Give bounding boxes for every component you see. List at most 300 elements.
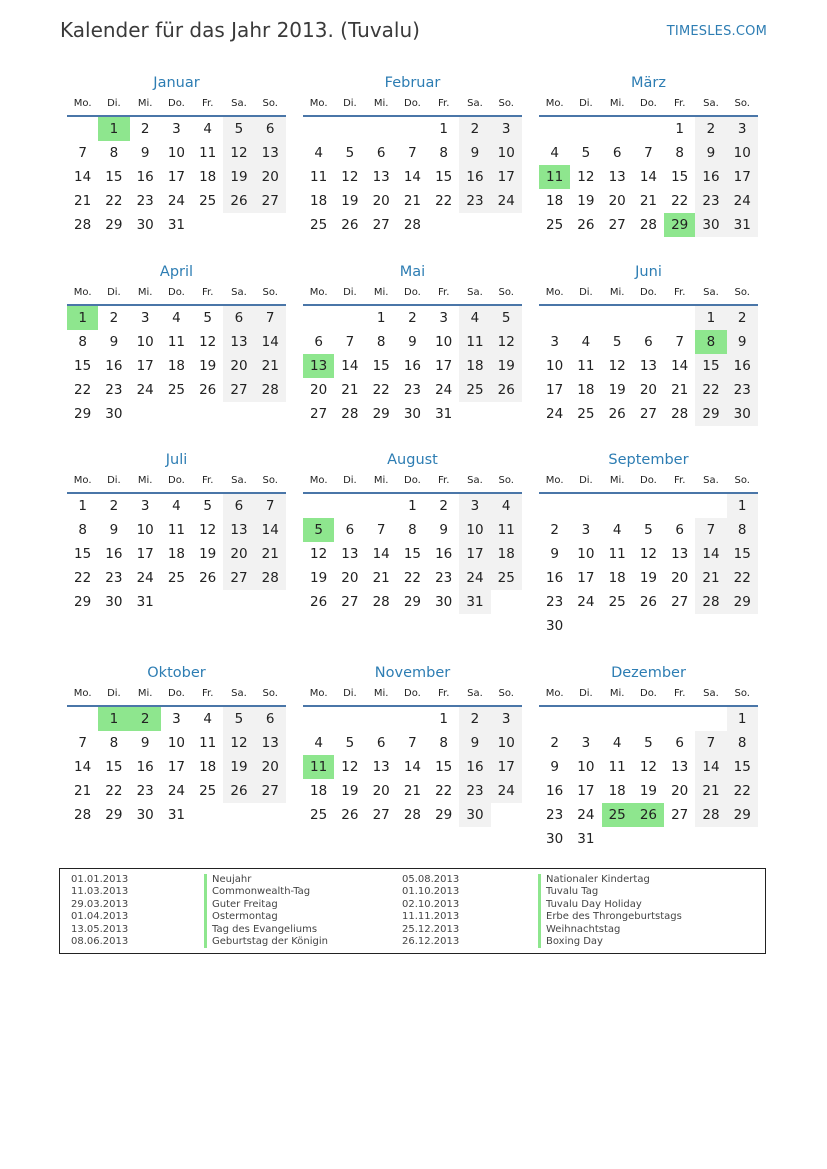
day-cell: 21 [639,193,658,209]
empty-cell [334,494,365,518]
month-name: Mai [399,264,426,280]
day-cell: 13 [255,141,286,165]
day-cell: 8 [376,334,386,350]
day-cell: 23 [136,193,154,209]
month-name: Juni [635,264,662,280]
day-cell: 16 [459,165,490,189]
day-cell: 2 [459,707,490,731]
weekday-label: Sa. [703,98,719,109]
day-cell: 11 [577,358,595,374]
empty-cell [255,402,286,426]
empty-cell [223,803,254,827]
day-cell: 11 [491,518,522,542]
day-cell: 11 [608,546,626,562]
day-cell: 3 [550,334,559,350]
day-cell: 15 [74,546,92,562]
day-cell: 5 [491,306,522,330]
weekday-label: Do. [404,287,421,298]
day-cell: 27 [372,217,390,233]
weekday-label: Fr. [201,287,214,298]
day-cell: 19 [223,755,254,779]
weekday-label: So. [262,287,278,298]
day-cell: 16 [695,165,726,189]
empty-cell [570,117,601,141]
day-cell: 17 [491,165,522,189]
empty-cell [366,494,397,518]
day-cell: 15 [105,759,123,775]
weekday-label: Mo. [73,688,92,699]
day-cell: 9 [459,141,490,165]
day-cell: 29 [74,406,92,422]
day-cell: 30 [546,618,564,634]
empty-cell [459,402,490,426]
month-name: Juli [165,452,188,468]
legend-holiday-name: Tag des Evangeliums [204,924,328,936]
day-cell: 19 [491,354,522,378]
day-cell: 12 [223,141,254,165]
day-cell: 1 [78,498,87,514]
day-cell: 27 [372,807,390,823]
day-cell: 17 [546,382,564,398]
empty-cell [255,213,286,237]
month-5 [303,261,522,426]
empty-cell [664,707,695,731]
holiday-day-cell: 8 [695,330,726,354]
day-cell: 3 [439,310,448,326]
empty-cell [570,494,601,518]
weekday-label: Di. [343,688,357,699]
day-cell: 5 [203,498,212,514]
day-cell: 26 [577,217,595,233]
weekday-label: Mo. [309,98,328,109]
empty-cell [570,306,601,330]
day-cell: 15 [695,354,726,378]
day-cell: 25 [199,783,217,799]
day-cell: 7 [695,731,726,755]
weekday-label: So. [734,98,750,109]
day-cell: 1 [439,121,448,137]
day-cell: 28 [341,406,359,422]
day-cell: 31 [577,831,595,847]
day-cell: 22 [74,570,92,586]
weekday-label: Sa. [231,475,247,486]
day-cell: 27 [608,217,626,233]
day-cell: 5 [223,117,254,141]
day-grid [539,306,758,426]
month-name: Dezember [611,665,686,681]
day-cell: 23 [546,594,564,610]
day-cell: 7 [408,735,417,751]
day-cell: 14 [403,169,422,185]
day-cell: 25 [608,594,626,610]
weekday-label: Mi. [137,98,153,109]
page-title: Kalender für das Jahr 2013. (Tuvalu) [60,18,420,42]
weekday-label: Di. [343,287,357,298]
day-cell: 10 [546,358,564,374]
legend-dates-col-2 [402,874,459,948]
empty-cell [223,213,254,237]
day-cell: 16 [435,546,453,562]
day-cell: 18 [199,169,217,185]
weekday-label: Di. [579,287,593,298]
day-cell: 2 [550,522,559,538]
weekday-label: Sa. [467,475,483,486]
day-cell: 24 [136,382,154,398]
weekday-label: Mo. [545,688,564,699]
day-cell: 20 [639,382,658,398]
day-cell: 18 [199,759,217,775]
weekday-label: Sa. [703,475,719,486]
day-cell: 11 [459,330,490,354]
day-cell: 23 [546,807,564,823]
day-cell: 22 [727,566,758,590]
day-cell: 21 [74,193,92,209]
day-cell: 3 [172,121,181,137]
day-cell: 11 [608,759,626,775]
legend-holiday-name: Nationaler Kindertag [538,874,682,886]
empty-cell [695,614,726,638]
weekday-label: Do. [404,475,421,486]
weekday-label: Mo. [73,98,92,109]
legend-date: 01.01.2013 [71,874,129,885]
day-cell: 16 [136,759,154,775]
empty-cell [602,306,633,330]
weekday-label: Di. [107,688,121,699]
month-8 [303,449,522,614]
day-cell: 18 [546,193,564,209]
day-cell: 17 [491,755,522,779]
empty-cell [223,590,254,614]
month-name: September [608,452,689,468]
month-7 [67,449,286,614]
day-cell: 6 [376,735,386,751]
day-cell: 17 [577,783,595,799]
empty-cell [223,402,254,426]
empty-cell [602,117,633,141]
weekday-label: Di. [107,287,121,298]
weekday-label: Di. [579,475,593,486]
day-cell: 28 [671,406,689,422]
month-name: Februar [384,75,441,91]
weekday-header [539,471,758,491]
day-cell: 24 [577,594,595,610]
day-cell: 19 [341,783,359,799]
weekday-label: Mi. [373,475,389,486]
day-cell: 10 [136,522,154,538]
holiday-day-cell: 11 [303,755,334,779]
weekday-header [539,684,758,704]
day-cell: 8 [109,145,119,161]
day-cell: 20 [223,542,254,566]
day-cell: 17 [435,358,453,374]
weekday-label: Do. [404,98,421,109]
day-cell: 12 [199,334,217,350]
holiday-day-cell: 26 [633,803,664,827]
legend-date: 11.03.2013 [71,886,129,898]
day-cell: 2 [109,498,119,514]
day-cell: 16 [105,546,123,562]
day-cell: 30 [136,807,154,823]
weekday-label: Fr. [437,475,450,486]
weekday-label: Mi. [137,475,153,486]
day-cell: 15 [727,542,758,566]
legend-names-col-1 [204,874,328,948]
weekday-label: Mi. [609,98,625,109]
legend-date: 02.10.2013 [402,898,460,910]
day-cell: 22 [727,779,758,803]
day-cell: 16 [403,358,422,374]
day-cell: 31 [459,590,490,614]
day-cell: 29 [695,402,726,426]
day-cell: 9 [140,735,150,751]
weekday-label: So. [498,287,514,298]
weekday-header [303,471,522,491]
empty-cell [602,614,633,638]
weekday-label: Mi. [373,98,389,109]
day-cell: 2 [109,310,119,326]
weekday-header [67,471,286,491]
day-cell: 12 [310,546,328,562]
weekday-label: Mo. [73,287,92,298]
weekday-label: Fr. [673,688,686,699]
day-cell: 4 [612,735,622,751]
day-cell: 25 [546,217,564,233]
day-cell: 2 [408,310,417,326]
day-cell: 2 [727,306,758,330]
day-cell: 12 [491,330,522,354]
empty-cell [491,590,522,614]
day-cell: 30 [136,217,154,233]
day-cell: 10 [491,731,522,755]
day-cell: 12 [341,759,359,775]
weekday-label: Mi. [609,475,625,486]
legend-date: 13.05.2013 [71,923,129,935]
day-cell: 6 [223,494,254,518]
day-cell: 18 [577,382,595,398]
day-cell: 7 [78,145,87,161]
weekday-label: So. [498,98,514,109]
day-cell: 1 [695,306,726,330]
day-cell: 3 [581,522,591,538]
day-cell: 24 [167,193,186,209]
legend-holiday-name: Ostermontag [204,911,328,923]
weekday-label: Sa. [467,287,483,298]
day-cell: 14 [403,759,422,775]
month-9 [539,449,758,638]
empty-cell [602,494,633,518]
day-cell: 31 [727,213,758,237]
day-cell: 7 [255,494,286,518]
day-cell: 26 [341,807,359,823]
day-cell: 30 [695,213,726,237]
day-cell: 5 [644,735,653,751]
day-cell: 11 [167,522,186,538]
day-cell: 14 [341,358,359,374]
month-3 [539,72,758,237]
day-cell: 4 [581,334,591,350]
day-cell: 14 [695,542,726,566]
weekday-header [67,684,286,704]
day-cell: 2 [550,735,559,751]
day-cell: 25 [577,406,595,422]
empty-cell [192,803,223,827]
day-cell: 13 [671,759,689,775]
day-cell: 21 [403,193,422,209]
day-cell: 26 [199,570,217,586]
day-cell: 6 [223,306,254,330]
day-cell: 22 [74,382,92,398]
day-cell: 14 [639,169,658,185]
day-cell: 12 [199,522,217,538]
empty-cell [192,213,223,237]
month-name: November [374,665,451,681]
empty-cell [633,494,664,518]
day-cell: 14 [74,759,92,775]
day-cell: 14 [671,358,689,374]
day-cell: 27 [223,566,254,590]
day-cell: 25 [491,566,522,590]
day-grid [303,707,522,827]
day-cell: 9 [550,759,559,775]
day-cell: 17 [167,169,186,185]
day-cell: 6 [345,522,355,538]
weekday-label: Do. [640,98,657,109]
month-11 [303,662,522,827]
day-cell: 30 [727,402,758,426]
holiday-day-cell: 1 [98,707,129,731]
legend-holiday-name: Tuvalu Day Holiday [538,899,682,911]
day-cell: 10 [577,759,595,775]
weekday-label: So. [498,688,514,699]
day-cell: 20 [372,193,390,209]
empty-cell [633,117,664,141]
empty-cell [633,614,664,638]
day-cell: 16 [727,354,758,378]
day-cell: 17 [577,570,595,586]
weekday-label: Mo. [73,475,92,486]
day-cell: 19 [199,546,217,562]
day-cell: 24 [727,189,758,213]
day-cell: 9 [727,330,758,354]
weekday-label: Di. [343,475,357,486]
empty-cell [303,306,334,330]
day-cell: 24 [136,570,154,586]
day-cell: 10 [491,141,522,165]
day-cell: 25 [310,807,328,823]
day-grid [539,117,758,237]
weekday-label: So. [262,688,278,699]
weekday-label: Fr. [437,688,450,699]
day-grid [303,494,522,614]
day-cell: 22 [435,193,453,209]
legend-dates-col-1 [71,874,128,948]
weekday-label: So. [262,98,278,109]
day-cell: 7 [695,518,726,542]
day-cell: 5 [203,310,212,326]
day-cell: 28 [372,594,390,610]
day-cell: 1 [408,498,417,514]
empty-cell [366,117,397,141]
month-6 [539,261,758,426]
day-cell: 26 [223,189,254,213]
weekday-label: Mo. [309,475,328,486]
day-cell: 3 [459,494,490,518]
legend-names-col-2 [538,874,682,948]
empty-cell [633,707,664,731]
day-cell: 13 [255,731,286,755]
day-cell: 18 [167,546,186,562]
day-cell: 14 [255,330,286,354]
day-cell: 2 [439,498,448,514]
legend-holiday-name: Neujahr [204,874,328,886]
day-cell: 10 [727,141,758,165]
day-cell: 7 [675,334,684,350]
day-cell: 31 [167,807,186,823]
day-cell: 10 [577,546,595,562]
day-cell: 22 [695,378,726,402]
day-cell: 28 [403,807,422,823]
empty-cell [303,707,334,731]
day-cell: 15 [727,755,758,779]
day-cell: 4 [491,494,522,518]
weekday-label: Fr. [673,98,686,109]
legend-holiday-name: Tuvalu Tag [538,886,682,898]
day-cell: 8 [78,522,87,538]
day-cell: 29 [372,406,390,422]
day-cell: 6 [255,117,286,141]
day-cell: 17 [167,759,186,775]
empty-cell [303,117,334,141]
day-cell: 18 [310,193,328,209]
month-name: Oktober [147,665,206,681]
day-cell: 1 [439,711,448,727]
weekday-label: Do. [168,287,185,298]
day-cell: 20 [310,382,328,398]
site-link[interactable]: TIMESLES.COM [666,24,767,39]
day-cell: 13 [671,546,689,562]
day-cell: 15 [105,169,123,185]
month-name: April [159,264,194,280]
day-cell: 7 [644,145,653,161]
day-cell: 8 [78,334,87,350]
month-name: März [631,75,666,91]
day-cell: 17 [727,165,758,189]
day-cell: 29 [727,590,758,614]
weekday-label: Mi. [609,688,625,699]
day-cell: 15 [74,358,92,374]
day-cell: 23 [435,570,453,586]
day-cell: 9 [109,334,119,350]
day-cell: 21 [695,566,726,590]
weekday-label: Fr. [673,287,686,298]
day-cell: 8 [408,522,417,538]
day-cell: 22 [105,783,123,799]
day-cell: 12 [639,759,658,775]
day-cell: 24 [435,382,453,398]
weekday-label: Mi. [373,688,389,699]
empty-cell [303,494,334,518]
day-cell: 19 [577,193,595,209]
day-cell: 12 [577,169,595,185]
day-cell: 15 [435,759,453,775]
weekday-label: Fr. [437,98,450,109]
weekday-label: Sa. [703,287,719,298]
day-cell: 23 [136,783,154,799]
day-cell: 30 [105,406,123,422]
day-cell: 14 [372,546,390,562]
day-cell: 31 [167,217,186,233]
day-cell: 7 [408,145,417,161]
